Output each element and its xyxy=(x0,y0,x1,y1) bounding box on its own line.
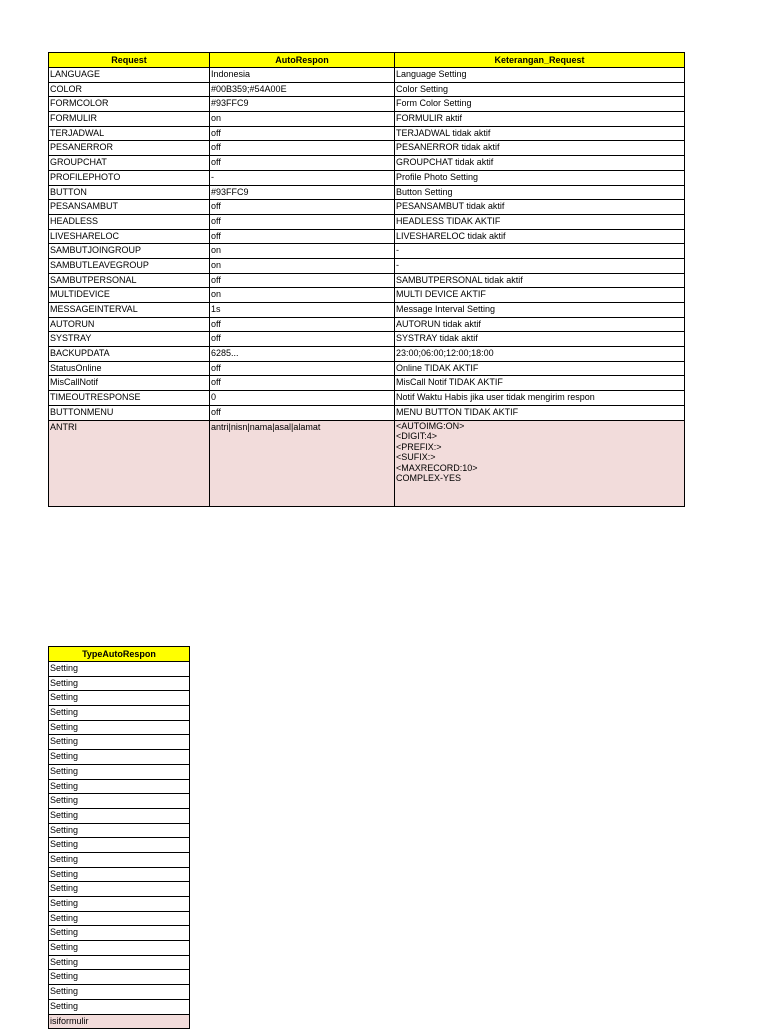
cell-keterangan: - xyxy=(395,244,685,259)
cell-request: BUTTON xyxy=(49,185,210,200)
cell-request: MESSAGEINTERVAL xyxy=(49,303,210,318)
cell-keterangan: Profile Photo Setting xyxy=(395,170,685,185)
keterangan-line: <DIGIT:4> xyxy=(396,431,438,441)
type-table-row xyxy=(49,764,190,779)
table-row xyxy=(49,141,685,156)
type-table-row xyxy=(49,999,190,1014)
cell-autorespon: off xyxy=(210,229,395,244)
table-row xyxy=(49,229,685,244)
table-row xyxy=(49,126,685,141)
type-table-row xyxy=(49,794,190,809)
cell-request: GROUPCHAT xyxy=(49,156,210,171)
cell-request: PESANSAMBUT xyxy=(49,200,210,215)
cell-request: FORMULIR xyxy=(49,112,210,127)
cell-autorespon: off xyxy=(210,376,395,391)
cell-autorespon: off xyxy=(210,317,395,332)
cell-keterangan: FORMULIR aktif xyxy=(395,112,685,127)
cell-keterangan: PESANERROR tidak aktif xyxy=(395,141,685,156)
cell-keterangan: Message Interval Setting xyxy=(395,303,685,318)
column-header-request: Request xyxy=(49,53,210,68)
cell-keterangan: SYSTRAY tidak aktif xyxy=(395,332,685,347)
table-row xyxy=(49,405,685,420)
cell-autorespon: off xyxy=(210,200,395,215)
cell-type: Setting xyxy=(49,911,190,926)
cell-request: BACKUPDATA xyxy=(49,347,210,362)
cell-keterangan xyxy=(395,420,685,506)
cell-type: Setting xyxy=(49,750,190,765)
cell-autorespon: off xyxy=(210,141,395,156)
cell-type: isiformulir xyxy=(49,1014,190,1029)
type-table-row xyxy=(49,750,190,765)
table-row xyxy=(49,258,685,273)
cell-request: StatusOnline xyxy=(49,361,210,376)
column-header-typeautorespon: TypeAutoRespon xyxy=(49,647,190,662)
cell-type: Setting xyxy=(49,897,190,912)
table-row xyxy=(49,273,685,288)
type-table-row xyxy=(49,808,190,823)
cell-type: Setting xyxy=(49,926,190,941)
cell-type: Setting xyxy=(49,662,190,677)
cell-type: Setting xyxy=(49,867,190,882)
type-table-row xyxy=(49,676,190,691)
cell-keterangan: Language Setting xyxy=(395,68,685,83)
type-table-row xyxy=(49,662,190,677)
type-autorespon-table xyxy=(48,646,190,1029)
cell-type: Setting xyxy=(49,882,190,897)
cell-keterangan: GROUPCHAT tidak aktif xyxy=(395,156,685,171)
keterangan-line: <MAXRECORD:10> xyxy=(396,462,478,473)
cell-type: Setting xyxy=(49,676,190,691)
table-row xyxy=(49,156,685,171)
cell-autorespon: - xyxy=(210,170,395,185)
cell-type: Setting xyxy=(49,808,190,823)
table-row xyxy=(49,361,685,376)
cell-keterangan: 23:00;06:00;12:00;18:00 xyxy=(395,347,685,362)
type-table-row xyxy=(49,985,190,1000)
cell-request: MisCallNotif xyxy=(49,376,210,391)
cell-autorespon: #00B359;#54A00E xyxy=(210,82,395,97)
cell-keterangan: Form Color Setting xyxy=(395,97,685,112)
cell-keterangan: AUTORUN tidak aktif xyxy=(395,317,685,332)
cell-type: Setting xyxy=(49,764,190,779)
request-config-table xyxy=(48,52,685,507)
cell-autorespon: #93FFC9 xyxy=(210,185,395,200)
type-table-row xyxy=(49,691,190,706)
table-row xyxy=(49,112,685,127)
table-row xyxy=(49,68,685,83)
cell-request: MULTIDEVICE xyxy=(49,288,210,303)
column-header-keterangan: Keterangan_Request xyxy=(395,53,685,68)
cell-autorespon: 1s xyxy=(210,303,395,318)
cell-autorespon: Indonesia xyxy=(210,68,395,83)
cell-keterangan: - xyxy=(395,258,685,273)
cell-keterangan: LIVESHARELOC tidak aktif xyxy=(395,229,685,244)
cell-autorespon: antri|nisn|nama|asal|alamat xyxy=(210,420,395,506)
cell-autorespon: off xyxy=(210,361,395,376)
cell-keterangan: Notif Waktu Habis jika user tidak mengirim respon xyxy=(395,391,685,406)
cell-type: Setting xyxy=(49,779,190,794)
type-table-row xyxy=(49,867,190,882)
type-table-row xyxy=(49,838,190,853)
table-row xyxy=(49,200,685,215)
cell-type: Setting xyxy=(49,838,190,853)
cell-autorespon: 6285... xyxy=(210,347,395,362)
cell-autorespon: off xyxy=(210,126,395,141)
table-row xyxy=(49,97,685,112)
cell-request: BUTTONMENU xyxy=(49,405,210,420)
type-table-row-isiformulir xyxy=(49,1014,190,1029)
cell-request: PROFILEPHOTO xyxy=(49,170,210,185)
cell-type: Setting xyxy=(49,985,190,1000)
cell-request: TIMEOUTRESPONSE xyxy=(49,391,210,406)
cell-keterangan: Online TIDAK AKTIF xyxy=(395,361,685,376)
cell-keterangan: Color Setting xyxy=(395,82,685,97)
cell-autorespon: on xyxy=(210,288,395,303)
cell-request: HEADLESS xyxy=(49,214,210,229)
type-table-row xyxy=(49,911,190,926)
cell-autorespon: off xyxy=(210,405,395,420)
type-table-row xyxy=(49,970,190,985)
cell-request: SAMBUTJOINGROUP xyxy=(49,244,210,259)
cell-type: Setting xyxy=(49,955,190,970)
column-header-autorespon: AutoRespon xyxy=(210,53,395,68)
cell-autorespon: on xyxy=(210,112,395,127)
cell-type: Setting xyxy=(49,691,190,706)
table-row xyxy=(49,185,685,200)
cell-keterangan: MisCall Notif TIDAK AKTIF xyxy=(395,376,685,391)
type-table-row xyxy=(49,941,190,956)
table-row xyxy=(49,82,685,97)
cell-type: Setting xyxy=(49,999,190,1014)
cell-request: SYSTRAY xyxy=(49,332,210,347)
cell-keterangan: MULTI DEVICE AKTIF xyxy=(395,288,685,303)
table-row xyxy=(49,303,685,318)
cell-request: SAMBUTLEAVEGROUP xyxy=(49,258,210,273)
cell-type: Setting xyxy=(49,823,190,838)
keterangan-line: <SUFIX:> xyxy=(396,452,436,462)
cell-type: Setting xyxy=(49,852,190,867)
cell-request: SAMBUTPERSONAL xyxy=(49,273,210,288)
table-row xyxy=(49,170,685,185)
cell-keterangan: TERJADWAL tidak aktif xyxy=(395,126,685,141)
cell-request: LIVESHARELOC xyxy=(49,229,210,244)
cell-type: Setting xyxy=(49,706,190,721)
cell-keterangan: SAMBUTPERSONAL tidak aktif xyxy=(395,273,685,288)
type-table-header-row xyxy=(49,647,190,662)
keterangan-line: <AUTOIMG:ON> xyxy=(396,420,465,431)
cell-keterangan: MENU BUTTON TIDAK AKTIF xyxy=(395,405,685,420)
cell-autorespon: off xyxy=(210,332,395,347)
type-table-row xyxy=(49,779,190,794)
cell-autorespon: off xyxy=(210,156,395,171)
type-table-row xyxy=(49,897,190,912)
type-table-row xyxy=(49,823,190,838)
cell-autorespon: 0 xyxy=(210,391,395,406)
keterangan-line: COMPLEX-YES xyxy=(396,473,462,483)
cell-keterangan: HEADLESS TIDAK AKTIF xyxy=(395,214,685,229)
cell-request: TERJADWAL xyxy=(49,126,210,141)
cell-type: Setting xyxy=(49,735,190,750)
table-row-antri xyxy=(49,420,685,506)
cell-request: COLOR xyxy=(49,82,210,97)
cell-request: AUTORUN xyxy=(49,317,210,332)
cell-request: LANGUAGE xyxy=(49,68,210,83)
cell-request: PESANERROR xyxy=(49,141,210,156)
cell-type: Setting xyxy=(49,970,190,985)
cell-autorespon: off xyxy=(210,273,395,288)
type-table-row xyxy=(49,926,190,941)
table-row xyxy=(49,244,685,259)
type-table-row xyxy=(49,852,190,867)
cell-type: Setting xyxy=(49,720,190,735)
type-table-row xyxy=(49,735,190,750)
table-row xyxy=(49,317,685,332)
table-row xyxy=(49,376,685,391)
cell-keterangan: PESANSAMBUT tidak aktif xyxy=(395,200,685,215)
cell-type: Setting xyxy=(49,941,190,956)
table-row xyxy=(49,288,685,303)
table-row xyxy=(49,214,685,229)
table-row xyxy=(49,391,685,406)
cell-type: Setting xyxy=(49,794,190,809)
type-table-row xyxy=(49,955,190,970)
type-table-row xyxy=(49,706,190,721)
keterangan-line: <PREFIX:> xyxy=(396,441,442,452)
cell-autorespon: on xyxy=(210,258,395,273)
type-table-row xyxy=(49,720,190,735)
cell-request: ANTRI xyxy=(49,420,210,506)
cell-keterangan: Button Setting xyxy=(395,185,685,200)
table-row xyxy=(49,347,685,362)
table-row xyxy=(49,332,685,347)
type-table-row xyxy=(49,882,190,897)
cell-autorespon: off xyxy=(210,214,395,229)
table-body xyxy=(49,68,685,507)
cell-request: FORMCOLOR xyxy=(49,97,210,112)
cell-autorespon: on xyxy=(210,244,395,259)
cell-autorespon: #93FFC9 xyxy=(210,97,395,112)
table-header-row xyxy=(49,53,685,68)
type-table-body xyxy=(49,662,190,1029)
